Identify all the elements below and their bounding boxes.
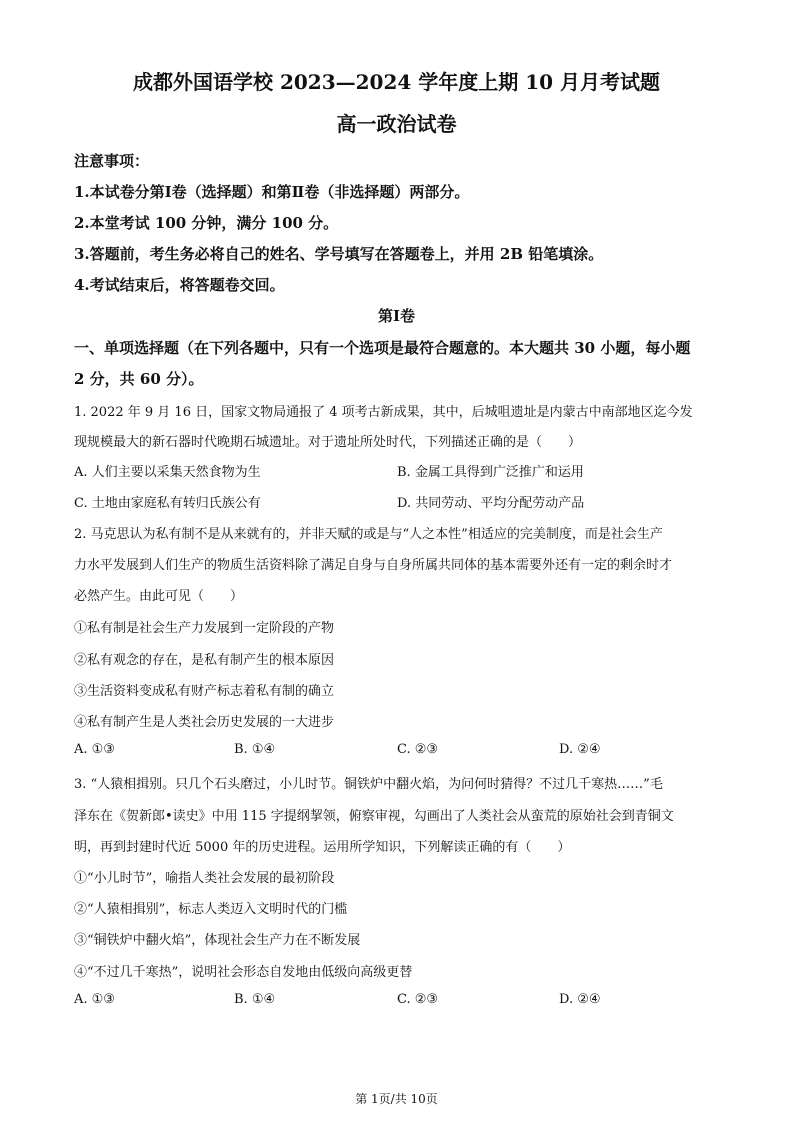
q3-statement: ②“人猿相揖别”，标志人类迈入文明时代的门槛 (74, 902, 348, 917)
q2-option-a: A. ①③ (74, 742, 115, 757)
q3-statement: ④“不过几千寒热”，说明社会形态自发地由低级向高级更替 (74, 965, 413, 980)
question-3-text: 3. “人猿相揖别。只几个石头磨过，小儿时节。铜铁炉中翻火焰，为问何时猜得？不过几千寒热……”毛 (74, 777, 663, 792)
q3-statement: ①“小儿时节”，喻指人类社会发展的最初阶段 (74, 871, 335, 886)
section-label: 第Ⅰ卷 (377, 307, 416, 325)
q2-statement: ③生活资料变成私有财产标志着私有制的确立 (74, 684, 335, 699)
section-instruction: 2 分，共 60 分）。 (74, 370, 204, 388)
q2-statement: ④私有制产生是人类社会历史发展的一大进步 (74, 715, 335, 730)
question-3-text: 泽东在《贺新郎•读史》中用 115 字提纲挈领，俯察审视，勾画出了人类社会从蛮荒的原始社会到青铜文 (74, 809, 674, 824)
q1-option-c: C. 土地由家庭私有转归氏族公有 (74, 496, 261, 511)
q1-option-d: D. 共同劳动、平均分配劳动产品 (397, 496, 585, 511)
q2-option-d: D. ②④ (559, 742, 601, 757)
q3-option-b: B. ①④ (234, 992, 276, 1007)
q2-statement: ②私有观念的存在，是私有制产生的根本原因 (74, 653, 335, 668)
section-instruction: 一、单项选择题（在下列各题中，只有一个选项是最符合题意的。本大题共 30 小题，每小题 (74, 339, 691, 357)
q2-option-c: C. ②③ (397, 742, 439, 757)
exam-subtitle: 高一政治试卷 (336, 112, 457, 136)
q3-statement: ③“铜铁炉中翻火焰”，体现社会生产力在不断发展 (74, 933, 361, 948)
question-1-text: 1. 2022 年 9 月 16 日，国家文物局通报了 4 项考古新成果，其中，后城咀遗址是内蒙古中南部地区迄今发 (74, 405, 693, 420)
q2-option-b: B. ①④ (234, 742, 276, 757)
question-2-text: 2. 马克思认为私有制不是从来就有的，并非天赋的或是与“人之本性”相适应的完美制度，而是社会生产 (74, 527, 663, 542)
question-1-text: 现规模最大的新石器时代晚期石城遗址。对于遗址所处时代，下列描述正确的是（ ） (74, 435, 582, 450)
note-item: 3.答题前，考生务必将自己的姓名、学号填写在答题卷上，并用 2B 铅笔填涂。 (74, 245, 604, 263)
note-item: 2.本堂考试 100 分钟，满分 100 分。 (74, 214, 339, 232)
page-number: 第 1页/共 10页 (355, 1092, 438, 1106)
question-2-text: 力水平发展到人们生产的物质生活资料除了满足自身与自身所属共同体的基本需要外还有一定的剩余时才 (74, 558, 673, 573)
q3-option-d: D. ②④ (559, 992, 601, 1007)
q1-option-b: B. 金属工具得到广泛推广和运用 (397, 465, 584, 480)
note-item: 1.本试卷分第Ⅰ卷（选择题）和第Ⅱ卷（非选择题）两部分。 (74, 183, 470, 201)
note-item: 4.考试结束后，将答题卷交回。 (74, 276, 285, 294)
q1-option-a: A. 人们主要以采集天然食物为生 (74, 465, 261, 480)
question-3-text: 明，再到封建时代近 5000 年的历史进程。运用所学知识，下列解读正确的有（ ） (74, 840, 571, 855)
question-2-text: 必然产生。由此可见（ ） (74, 589, 244, 604)
q2-statement: ①私有制是社会生产力发展到一定阶段的产物 (74, 621, 335, 636)
notes-heading: 注意事项： (74, 152, 150, 170)
q3-option-c: C. ②③ (397, 992, 439, 1007)
exam-title: 成都外国语学校 2023—2024 学年度上期 10 月月考试题 (132, 70, 660, 94)
q3-option-a: A. ①③ (74, 992, 115, 1007)
